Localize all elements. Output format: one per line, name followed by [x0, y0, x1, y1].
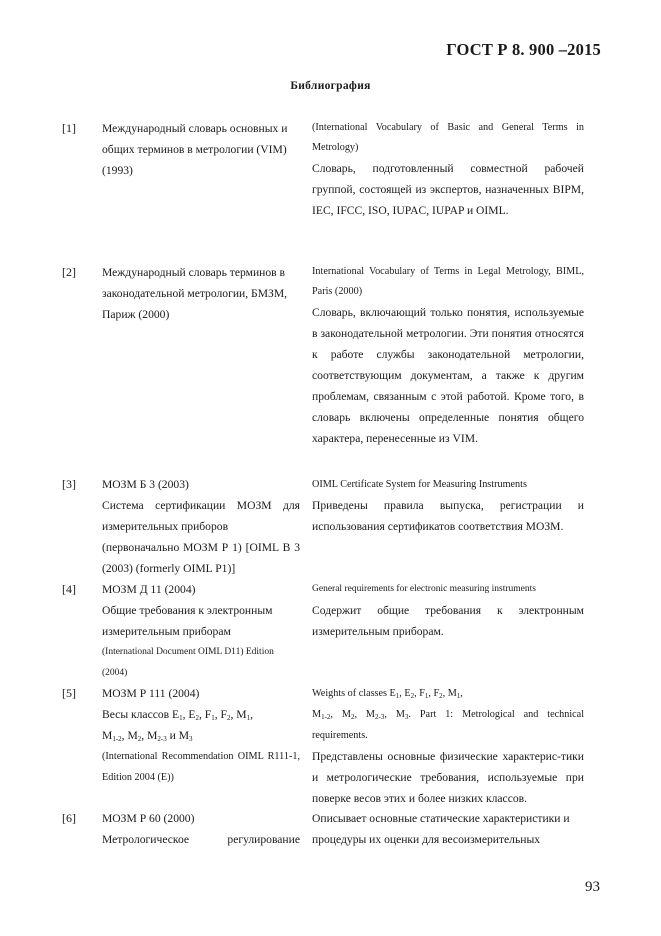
entry-source: [102, 808, 300, 850]
entry-description: [312, 118, 584, 221]
document-code: ГОСТ Р 8. 900 –2015: [446, 40, 601, 59]
entry-number: [1]: [62, 121, 76, 135]
entry-source-note: (первоначально МОЗМ Р 1) [OIML B 3 (2003) (formerly OIML P1)]: [102, 541, 300, 575]
entry-english-title-text: Weights of classes E: [312, 688, 396, 699]
entry-source-title-text: Весы классов E: [102, 708, 180, 721]
entry-number: [2]: [62, 265, 76, 279]
entry-english-subtitle: Part 1: Metrological and technical requirements.: [312, 709, 585, 741]
entry-source-title: Международный словарь основных и общих терминов в метрологии (VIM) (1993): [102, 122, 288, 177]
entry-source-note: (International Recommendation OIML R111-1, Edition 2004 (E)): [102, 751, 300, 783]
entry-source-title: Весы классов $E_1$, $E_2$, $F_1$, $F_2$, $M_1$, $M_{1-2}$, $M_2$, $M_{2-3}$ и $M_3$: [102, 708, 254, 743]
entry-annotation: Словарь, подготовленный совместной рабочей группой, состоящей из экспертов, назначенных BIPM, IEC, IFCC, ISO, IUPAC, IUPAP и OIML.: [312, 162, 584, 217]
entry-number: [4]: [62, 582, 76, 596]
page-title: Библиография: [290, 80, 371, 92]
entry-source-title: Система сертификации МОЗМ для измерительных приборов: [102, 499, 300, 533]
entry-english-title: OIML Certificate System for Measuring Instruments: [312, 479, 527, 490]
entry-number: [3]: [62, 477, 76, 491]
entry-description: [312, 474, 584, 537]
entry-english-title: (International Vocabulary of Basic and General Terms in Metrology): [312, 122, 584, 153]
page-number: 93: [585, 879, 600, 895]
entry-source: [102, 118, 300, 181]
entry-source-title: Международный словарь терминов в законодательной метрологии, БМЗМ, Париж (2000): [102, 266, 288, 321]
entry-source-code: МОЗМ Б 3 (2003): [102, 478, 189, 491]
entry-number: [6]: [62, 811, 76, 825]
entry-annotation: Содержит общие требования к электронным измерительным приборам.: [312, 604, 584, 638]
entry-source-title: Метрологическое регулирование: [102, 833, 300, 846]
entry-source: [102, 262, 300, 325]
entry-english-title: Weights of classes $E_1$, $E_2$, $F_1$, $F_2$, $M_1$, $M_{1-2}$, $M_2$, $M_{2-3}$, $M_3$. Part 1: Metrological and technical requirements.: [312, 688, 585, 741]
entry-source: [102, 474, 300, 579]
entry-english-title: International Vocabulary of Terms in Legal Metrology, BIML, Paris (2000): [312, 266, 584, 297]
entry-source: [102, 683, 300, 788]
entry-description: [312, 262, 584, 449]
entry-source: [102, 579, 300, 684]
entry-source-code: МОЗМ Р 111 (2004): [102, 687, 200, 700]
entry-source-note: (International Document OIML D11) Edition (2004): [102, 647, 274, 678]
entry-annotation: Приведены правила выпуска, регистрации и использования сертификатов соответствия МОЗМ.: [312, 499, 584, 533]
entry-description: [312, 808, 584, 850]
entry-description: [312, 683, 584, 809]
entry-source-title: Общие требования к электронным измерительным приборам: [102, 604, 273, 638]
entry-number: [5]: [62, 686, 76, 700]
entry-annotation: Словарь, включающий только понятия, используемые в законодательной метрологии. Эти понятия относятся к работе службы законодательной метрологии, соответствующим документам, а также к другим проблемам, связанным с этой работой. Кроме того, в словарь включены определенные понятия общего характера, перенесенные из VIM.: [312, 306, 584, 445]
entry-description: [312, 579, 584, 642]
entry-english-title: General requirements for electronic measuring instruments: [312, 584, 536, 594]
entry-source-code: МОЗМ Д 11 (2004): [102, 583, 196, 596]
entry-annotation: Описывает основные статические характеристики и процедуры их оценки для весоизмерительных: [312, 812, 570, 846]
entry-annotation: Представлены основные физические характерис-тики и метрологические требования, используемые при поверке весов этих и более низких классов.: [312, 750, 584, 805]
entry-source-code: МОЗМ Р 60 (2000): [102, 812, 195, 825]
